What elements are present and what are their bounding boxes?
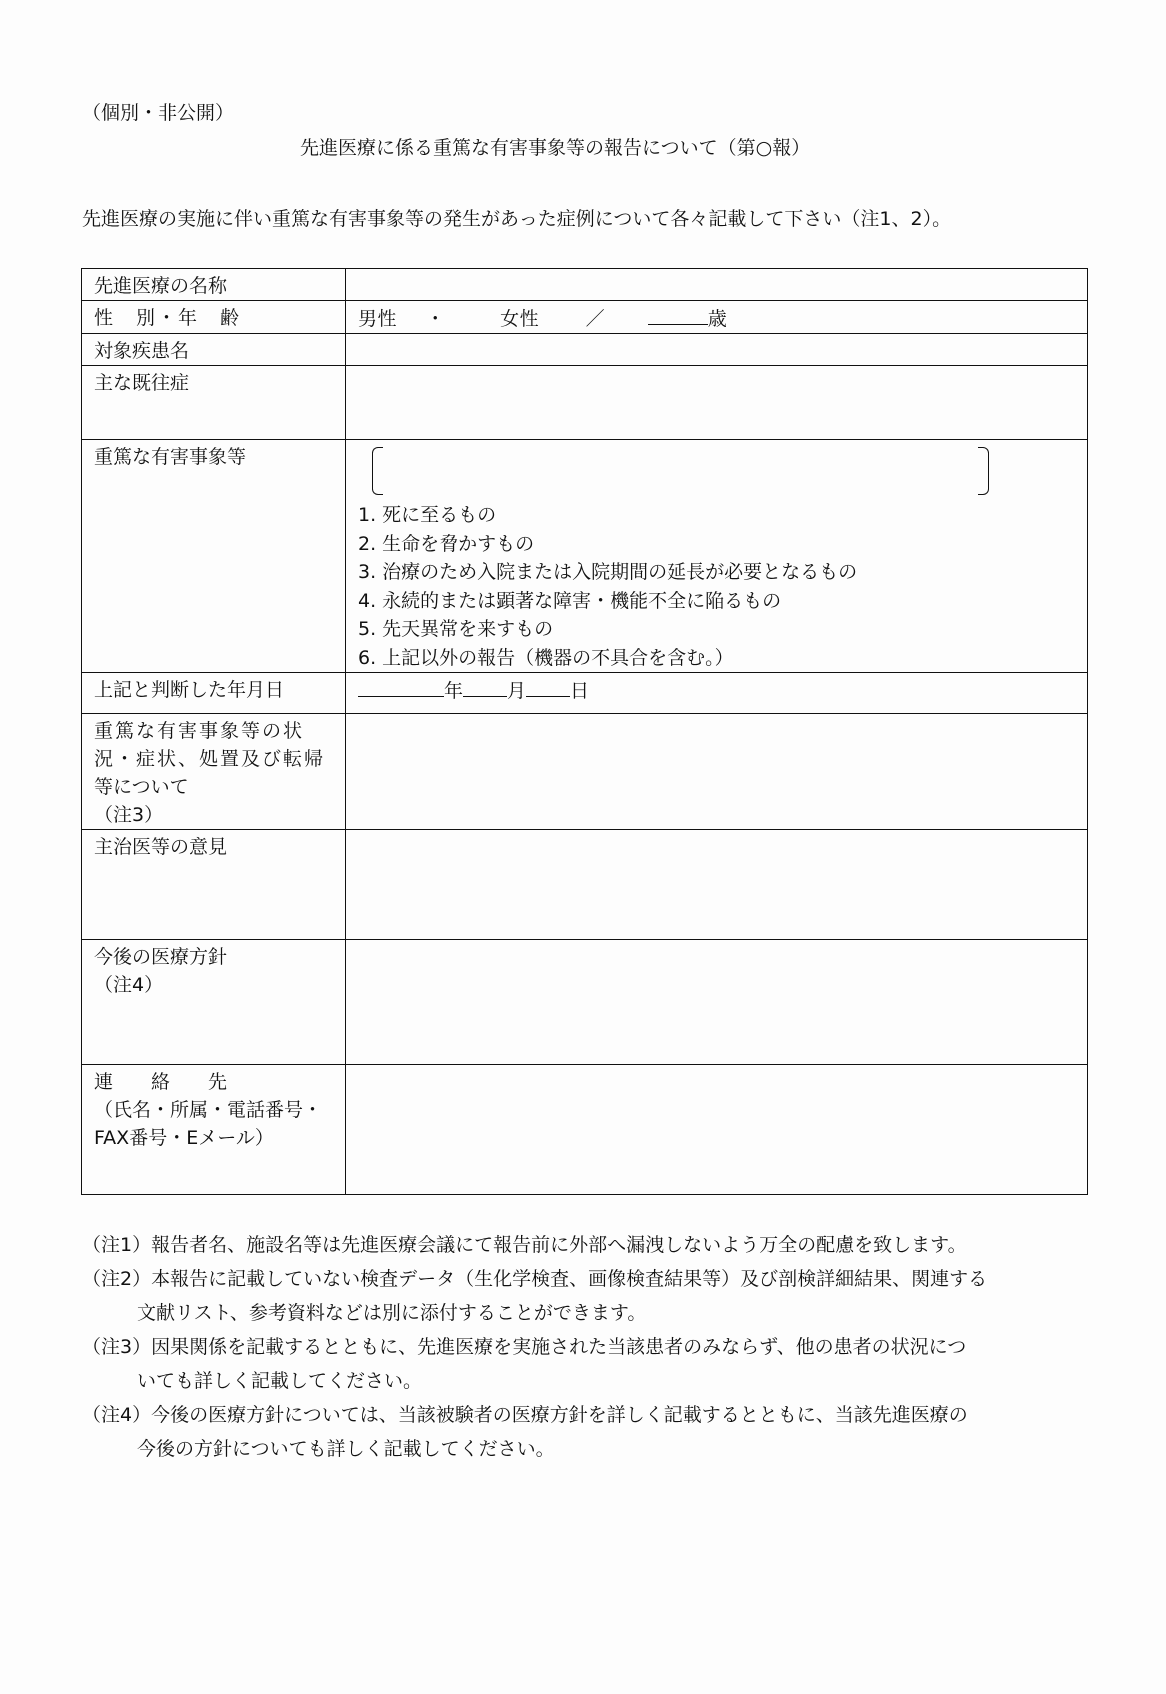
note-2: （注2）本報告に記載していない検査データ（生化学検査、画像検査結果等）及び剖検詳細結果、関連する 文献リスト、参考資料などは別に添付することができます。	[82, 1268, 988, 1324]
note-1: （注1）報告者名、施設名等は先進医療会議にて報告前に外部へ漏洩しないよう万全の配慮を致します。	[82, 1234, 967, 1256]
privacy-label: （個別・非公開）	[82, 102, 235, 124]
medical-history-field[interactable]	[346, 366, 1088, 440]
option-item[interactable]: 2. 生命を脅かすもの	[358, 532, 535, 555]
option-item[interactable]: 4. 永続的または顕著な障害・機能不全に陥るもの	[358, 589, 782, 612]
label-serious-adverse-event: 重篤な有害事象等	[82, 440, 346, 673]
slash-separator: ／	[585, 308, 606, 330]
label-procedure-name: 先進医療の名称	[82, 269, 346, 301]
target-disease-field[interactable]	[346, 334, 1088, 366]
day-input[interactable]	[526, 676, 570, 697]
option-male[interactable]: 男性	[358, 308, 398, 330]
report-form-table	[81, 268, 1088, 1195]
label-event-details: 重篤な有害事象等の状 況・症状、処置及び転帰 等について （注3）	[82, 714, 346, 830]
serious-adverse-event-field	[346, 440, 1088, 673]
label-judgment-date: 上記と判断した年月日	[82, 673, 346, 714]
age-input[interactable]	[648, 304, 708, 325]
option-item[interactable]: 6. 上記以外の報告（機器の不具合を含む。）	[358, 646, 734, 669]
judgment-date-field	[346, 673, 1088, 714]
option-item[interactable]: 1. 死に至るもの	[358, 504, 497, 526]
label-medical-history: 主な既往症	[82, 366, 346, 440]
procedure-name-field[interactable]	[346, 269, 1088, 301]
label-physician-opinion: 主治医等の意見	[82, 830, 346, 940]
month-unit: 月	[507, 680, 527, 702]
left-bracket	[372, 447, 383, 495]
label-target-disease: 対象疾患名	[82, 334, 346, 366]
option-item[interactable]: 3. 治療のため入院または入院期間の延長が必要となるもの	[358, 561, 858, 583]
row-physician-opinion	[82, 830, 1088, 940]
contact-field[interactable]	[346, 1065, 1088, 1195]
event-details-field[interactable]	[346, 714, 1088, 830]
instructions-text: 先進医療の実施に伴い重篤な有害事象等の発生があった症例について各々記載して下さい（注1、2）。	[82, 208, 952, 230]
age-unit: 歳	[707, 308, 728, 330]
label-sex-age: 性 別・年 齢	[82, 301, 346, 334]
row-sex-age	[82, 301, 1088, 334]
sex-separator: ・	[425, 308, 446, 330]
future-policy-field[interactable]	[346, 940, 1088, 1065]
page-title: 先進医療に係る重篤な有害事象等の報告について（第○報）	[300, 137, 811, 159]
sex-age-field	[346, 301, 1088, 334]
row-future-policy	[82, 940, 1088, 1065]
adverse-event-bracket-input[interactable]	[372, 447, 989, 495]
year-input[interactable]	[358, 676, 444, 697]
row-procedure-name	[82, 269, 1088, 301]
row-judgment-date	[82, 673, 1088, 714]
row-event-details	[82, 714, 1088, 830]
day-unit: 日	[570, 680, 590, 702]
note-3: （注3）因果関係を記載するとともに、先進医療を実施された当該患者のみならず、他の患者の状況につ いても詳しく記載してください。	[82, 1336, 967, 1392]
row-contact	[82, 1065, 1088, 1195]
label-contact: 連 絡 先 （氏名・所属・電話番号・ FAX番号・Eメール）	[82, 1065, 346, 1195]
footnotes	[82, 1228, 1102, 1466]
note-4: （注4）今後の医療方針については、当該被験者の医療方針を詳しく記載するとともに、当該先進医療の 今後の方針についても詳しく記載してください。	[82, 1404, 968, 1460]
row-medical-history	[82, 366, 1088, 440]
year-unit: 年	[444, 680, 464, 702]
option-female[interactable]: 女性	[500, 308, 540, 330]
row-serious-adverse-event	[82, 440, 1088, 673]
option-item[interactable]: 5. 先天異常を来すもの	[358, 618, 554, 640]
adverse-event-options	[358, 501, 1075, 672]
right-bracket	[978, 447, 989, 495]
month-input[interactable]	[463, 676, 507, 697]
row-target-disease	[82, 334, 1088, 366]
label-future-policy: 今後の医療方針 （注4）	[82, 940, 346, 1065]
physician-opinion-field[interactable]	[346, 830, 1088, 940]
